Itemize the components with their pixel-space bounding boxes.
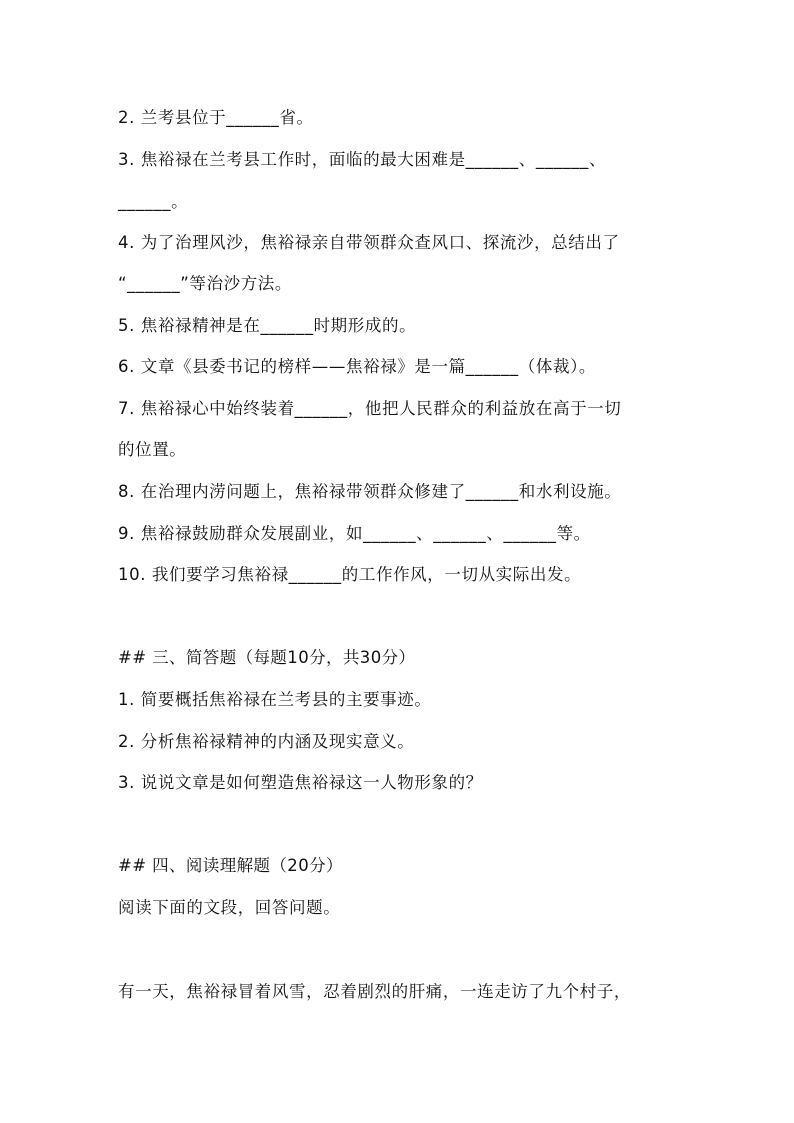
question-8: 8. 在治理内涝问题上，焦裕禄带领群众修建了______和水利设施。 [118,482,622,501]
question-3-continued: ______。 [118,192,189,211]
short-answer-question-1: 1. 简要概括焦裕禄在兰考县的主要事迹。 [118,690,432,709]
question-9: 9. 焦裕禄鼓励群众发展副业，如______、______、______等。 [118,524,591,543]
question-10: 10. 我们要学习焦裕禄______的工作作风，一切从实际出发。 [118,565,582,584]
question-6: 6. 文章《县委书记的榜样——焦裕禄》是一篇______（体裁）。 [118,357,597,376]
short-answer-heading: ## 三、简答题（每题10分，共30分） [118,648,416,667]
reading-heading: ## 四、阅读理解题（20分） [118,856,343,875]
reading-instruction: 阅读下面的文段，回答问题。 [118,898,341,917]
question-3: 3. 焦裕禄在兰考县工作时，面临的最大困难是______、______、 [118,150,607,169]
question-4: 4. 为了治理风沙，焦裕禄亲自带领群众查风口、探流沙，总结出了 [118,233,620,252]
short-answer-question-3: 3. 说说文章是如何塑造焦裕禄这一人物形象的？ [118,773,483,792]
reading-passage-line: 有一天，焦裕禄冒着风雪，忍着剧烈的肝痛，一连走访了九个村子， [118,982,631,1001]
question-7: 7. 焦裕禄心中始终装着______，他把人民群众的利益放在高于一切 [118,399,622,418]
question-4-continued: “______”等治沙方法。 [118,274,292,293]
question-2: 2. 兰考县位于______省。 [118,108,314,127]
question-5: 5. 焦裕禄精神是在______时期形成的。 [118,316,417,335]
question-7-continued: 的位置。 [118,440,187,459]
short-answer-question-2: 2. 分析焦裕禄精神的内涵及现实意义。 [118,732,415,751]
